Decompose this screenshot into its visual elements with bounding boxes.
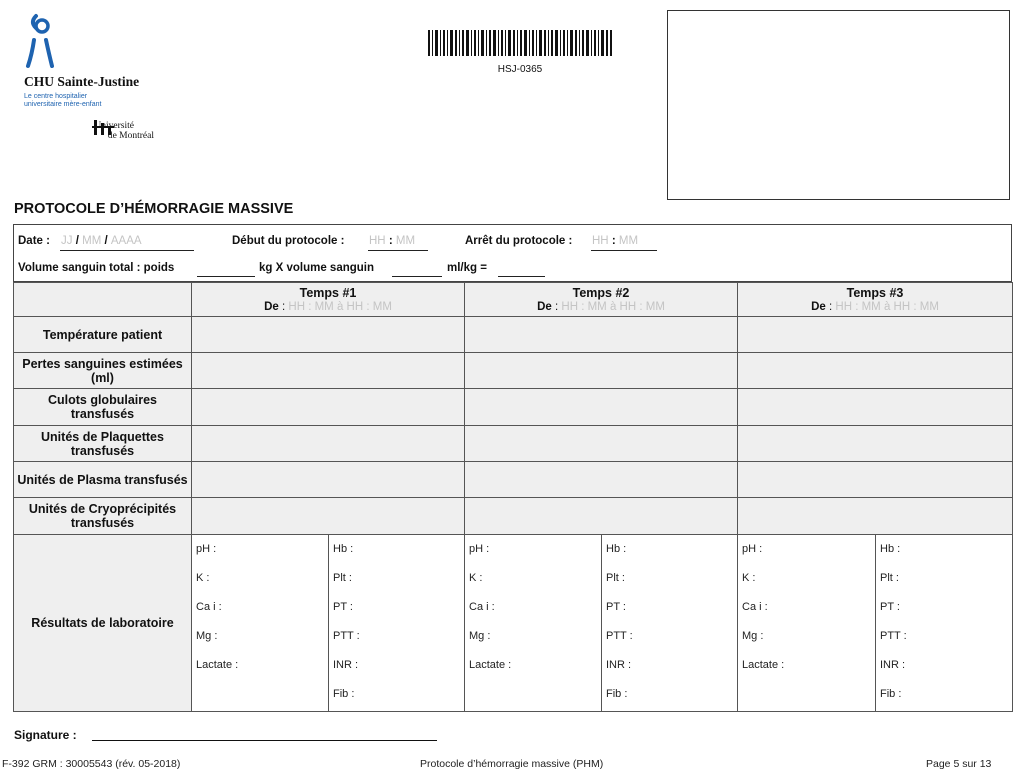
lab-item: Plt : [880,572,899,584]
start-label: Début du protocole : [232,235,345,247]
lab-item: K : [196,572,210,584]
row-label: Pertes sanguines estimées (ml) [14,353,192,389]
end-time-field[interactable] [592,235,638,247]
column-range-2-de: De [537,300,552,313]
table-cell[interactable] [738,498,1013,535]
lab-left-cell-2[interactable] [465,535,602,712]
lab-item: K : [469,572,483,584]
date-yyyy-placeholder: AAAA [110,235,142,247]
total-volume-field[interactable] [498,276,545,277]
date-sep-2: / [104,235,108,247]
table-cell[interactable] [738,462,1013,498]
lab-item: Mg : [469,630,491,642]
table-row [14,426,1013,462]
lab-item: Ca i : [196,601,222,613]
table-cell[interactable] [192,498,465,535]
row-label: Unités de Plaquettes transfusés [14,426,192,462]
column-header-3 [738,283,1013,317]
start-underline [368,250,428,251]
lab-right-cell-2[interactable] [602,535,738,712]
lab-item: Plt : [606,572,625,584]
lab-item: INR : [606,659,632,671]
chu-logo-icon [22,10,62,70]
lab-right-cell-3[interactable] [876,535,1013,712]
table-row [14,317,1013,353]
end-time-sep: : [611,235,616,247]
lab-item: Hb : [333,543,354,555]
column-range-3[interactable] [738,300,1012,314]
lab-item: PT : [880,601,900,613]
lab-item: Ca i : [469,601,495,613]
org-subtitle-line-1: Le centre hospitalier [24,93,88,100]
lab-item: Ca i : [742,601,768,613]
column-range-3-placeholder: HH : MM à HH : MM [835,300,939,313]
footer-page-number: Page 5 sur 13 [926,758,992,770]
lab-item: pH : [196,543,217,555]
end-hh-placeholder: HH [592,235,609,247]
column-title-3: Temps #3 [846,285,904,300]
protocol-info-box [13,224,1012,282]
table-cell[interactable] [465,498,738,535]
lab-item: Fib : [606,688,628,700]
lab-item: PTT : [333,630,360,642]
column-range-1[interactable] [192,300,464,314]
date-field[interactable] [61,235,142,247]
university-name [92,121,154,141]
row-label: Culots globulaires transfusés [14,389,192,426]
volume-label: Volume sanguin total : poids [18,262,175,274]
lab-item: Lactate : [469,659,512,671]
lab-results-row [14,535,1013,712]
column-header-2 [465,283,738,317]
footer-form-id: F-392 GRM : 30005543 (rév. 05-2018) [2,758,181,770]
date-mm-placeholder: MM [82,235,102,247]
blood-volume-field[interactable] [392,276,442,277]
mlkg-label: ml/kg = [447,262,487,274]
lab-item: PT : [606,601,626,613]
table-cell[interactable] [738,317,1013,353]
table-cell[interactable] [738,426,1013,462]
start-time-field[interactable] [369,235,415,247]
lab-item: K : [742,572,756,584]
table-cell[interactable] [192,426,465,462]
row-label: Température patient [14,317,192,353]
table-row [14,498,1013,535]
lab-item: Hb : [606,543,627,555]
column-title-1: Temps #1 [299,285,357,300]
kg-label: kg X volume sanguin [259,262,375,274]
table-header-row [14,283,1013,317]
protocol-table [13,282,1013,712]
start-time-sep: : [388,235,393,247]
table-cell[interactable] [192,317,465,353]
end-mm-placeholder: MM [618,235,639,247]
column-range-2[interactable] [465,300,737,314]
lab-item: INR : [333,659,359,671]
signature-label: Signature : [14,728,77,742]
end-underline [591,250,657,251]
table-cell[interactable] [738,389,1013,426]
lab-item: Mg : [742,630,764,642]
lab-item: Mg : [196,630,218,642]
date-label: Date : [18,235,50,247]
lab-item: PTT : [606,630,633,642]
lab-item: Hb : [880,543,901,555]
table-row [14,353,1013,389]
lab-item: Lactate : [742,659,785,671]
table-cell[interactable] [465,462,738,498]
org-subtitle-line-2: universitaire mère-enfant [24,101,102,108]
start-mm-placeholder: MM [395,235,416,247]
table-cell[interactable] [192,389,465,426]
column-range-1-de: De [264,300,279,313]
column-range-1-placeholder: HH : MM à HH : MM [288,300,392,313]
table-cell[interactable] [465,426,738,462]
barcode-icon [428,30,612,56]
header-empty-cell [14,283,192,317]
signature-field[interactable] [92,740,437,741]
barcode-number: HSJ-0365 [497,64,543,75]
footer-doc-name: Protocole d’hémorragie massive (PHM) [420,758,604,770]
date-underline [60,250,194,251]
column-range-3-de: De [811,300,826,313]
column-range-3-sep: : [829,300,833,313]
lab-item: INR : [880,659,906,671]
table-cell[interactable] [465,353,738,389]
university-line-2: de Montréal [107,131,154,141]
row-label: Unités de Cryoprécipités transfusés [14,498,192,535]
lab-results-label: Résultats de laboratoire [14,535,192,712]
lab-left-cell-3[interactable] [738,535,876,712]
lab-right-cell-1[interactable] [329,535,465,712]
column-range-2-placeholder: HH : MM à HH : MM [561,300,665,313]
table-row [14,462,1013,498]
lab-item: Lactate : [196,659,239,671]
org-name: CHU Sainte-Justine [24,74,140,89]
table-cell[interactable] [465,317,738,353]
date-dd-placeholder: JJ [61,235,73,247]
lab-item: Fib : [880,688,902,700]
lab-item: pH : [742,543,763,555]
column-range-1-sep: : [282,300,286,313]
date-sep-1: / [75,235,79,247]
table-cell[interactable] [192,462,465,498]
weight-field[interactable] [197,276,255,277]
lab-item: PT : [333,601,353,613]
lab-item: pH : [469,543,490,555]
patient-label-box [667,10,1010,200]
table-cell[interactable] [738,353,1013,389]
org-subtitle [24,93,144,109]
document-title: PROTOCOLE D’HÉMORRAGIE MASSIVE [14,201,294,217]
end-label: Arrêt du protocole : [465,235,573,247]
lab-left-cell-1[interactable] [192,535,329,712]
column-range-2-sep: : [555,300,559,313]
column-header-1 [192,283,465,317]
lab-item: PTT : [880,630,907,642]
lab-item: Plt : [333,572,352,584]
row-label: Unités de Plasma transfusés [14,462,192,498]
lab-item: Fib : [333,688,355,700]
start-hh-placeholder: HH [369,235,386,247]
column-title-2: Temps #2 [572,285,630,300]
university-line-1: Université [94,121,134,131]
table-row [14,389,1013,426]
table-cell[interactable] [465,389,738,426]
table-cell[interactable] [192,353,465,389]
